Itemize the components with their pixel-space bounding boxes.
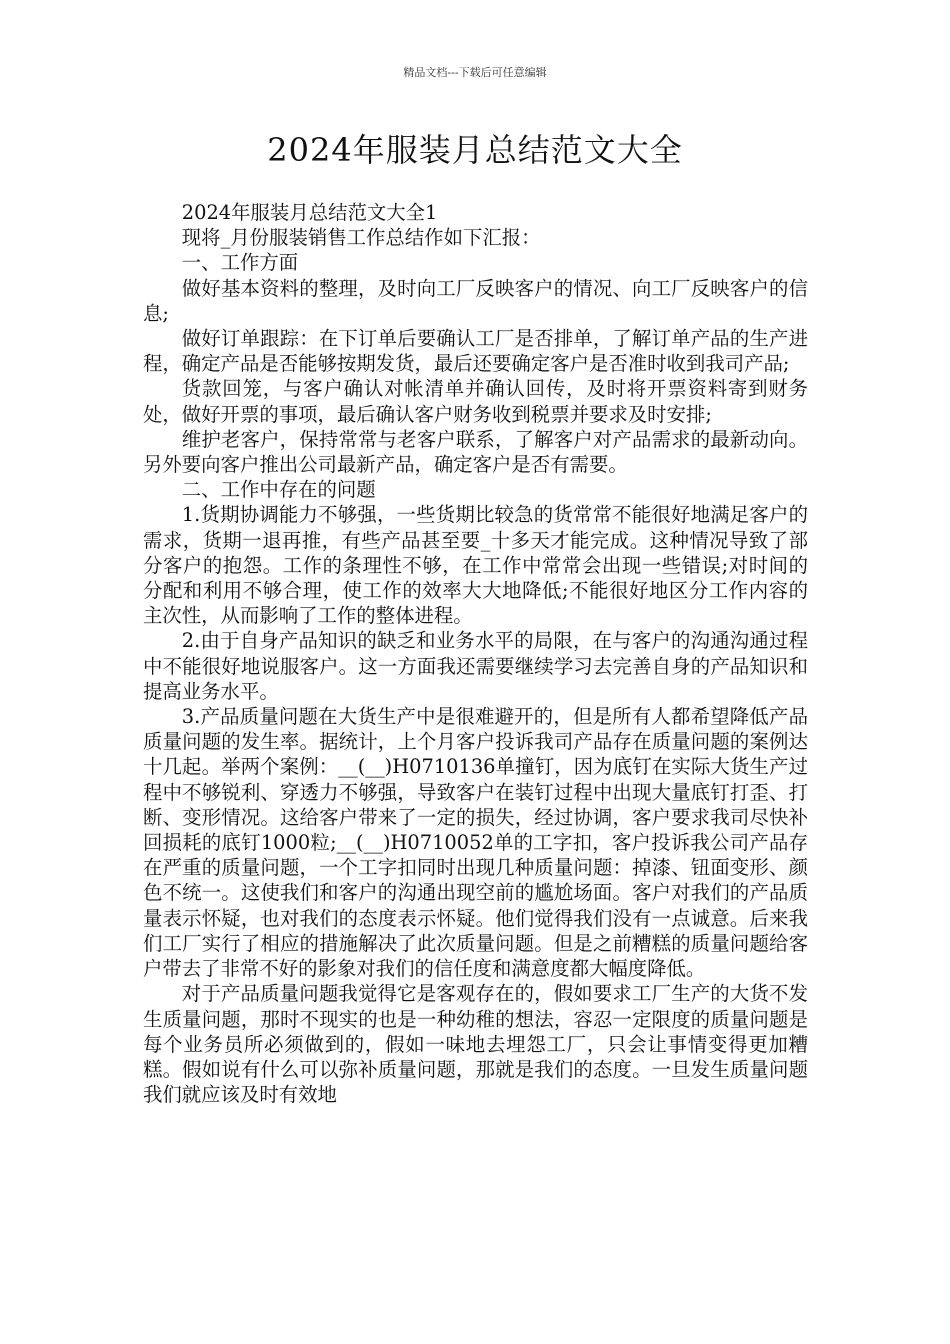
- paragraph: 货款回笼，与客户确认对帐清单并确认回传，及时将开票资料寄到财务处，做好开票的事项，最后确认客户财务收到税票并要求及时安排;: [143, 377, 808, 426]
- paragraph: 对于产品质量问题我觉得它是客观存在的，假如要求工厂生产的大货不发生质量问题，那时不现实的也是一种幼稚的想法，容忍一定限度的质量问题是每个业务员所必须做到的，假如一味地去埋怨工厂，只会让事情变得更加糟糕。假如说有什么可以弥补质量问题，那就是我们的态度。一旦发生质量问题我们就应该及时有效地: [143, 982, 808, 1107]
- paragraph: 3.产品质量问题在大货生产中是很难避开的，但是所有人都希望降低产品质量问题的发生率。据统计，上个月客户投诉我司产品存在质量问题的案例达十几起。举两个案例：__(__)H0710136单撞钉，因为底钉在实际大货生产过程中不够锐利、穿透力不够强，导致客户在装钉过程中出现大量底钉打歪、打断、变形情况。这给客户带来了一定的损失，经过协调，客户要求我司尽快补回损耗的底钉1000粒;__(__)H0710052单的工字扣，客户投诉我公司产品存在严重的质量问题，一个工字扣同时出现几种质量问题：掉漆、钮面变形、颜色不统一。这使我们和客户的沟通出现空前的尴尬场面。客户对我们的产品质量表示怀疑，也对我们的态度表示怀疑。他们觉得我们没有一点诚意。后来我们工厂实行了相应的措施解决了此次质量问题。但是之前糟糕的质量问题给客户带去了非常不好的影象对我们的信任度和满意度都大幅度降低。: [143, 705, 808, 981]
- document-body: [143, 200, 808, 1107]
- section-heading-problems: 二、工作中存在的问题: [181, 478, 376, 502]
- paragraph-subtitle: 2024年服装月总结范文大全1: [181, 201, 438, 224]
- paragraph: 做好订单跟踪：在下订单后要确认工厂是否排单，了解订单产品的生产进程，确定产品是否能够按期发货，最后还要确定客户是否准时收到我司产品;: [143, 327, 808, 376]
- paragraph: 2.由于自身产品知识的缺乏和业务水平的局限，在与客户的沟通沟通过程中不能很好地说服客户。这一方面我还需要继续学习去完善自身的产品知识和提高业务水平。: [143, 629, 808, 703]
- paragraph: 1.货期协调能力不够强，一些货期比较急的货常常不能很好地满足客户的需求，货期一退再推，有些产品甚至要_十多天才能完成。这种情况导致了部分客户的抱怨。工作的条理性不够，在工作中常常会出现一些错误;对时间的分配和利用不够合理，使工作的效率大大地降低;不能很好地区分工作内容的主次性，从而影响了工作的整体进程。: [143, 503, 808, 628]
- page-header: 精品文档---下载后可任意编辑: [403, 66, 547, 79]
- document-title: 2024年服装月总结范文大全: [267, 131, 683, 169]
- section-heading-work: 一、工作方面: [181, 251, 299, 275]
- paragraph: 维护老客户，保持常常与老客户联系，了解客户对产品需求的最新动向。另外要向客户推出公司最新产品，确定客户是否有需要。: [143, 427, 808, 477]
- paragraph-intro: 现将_月份服装销售工作总结作如下汇报：: [181, 226, 541, 250]
- paragraph: 做好基本资料的整理，及时向工厂反映客户的情况、向工厂反映客户的信息;: [143, 276, 808, 325]
